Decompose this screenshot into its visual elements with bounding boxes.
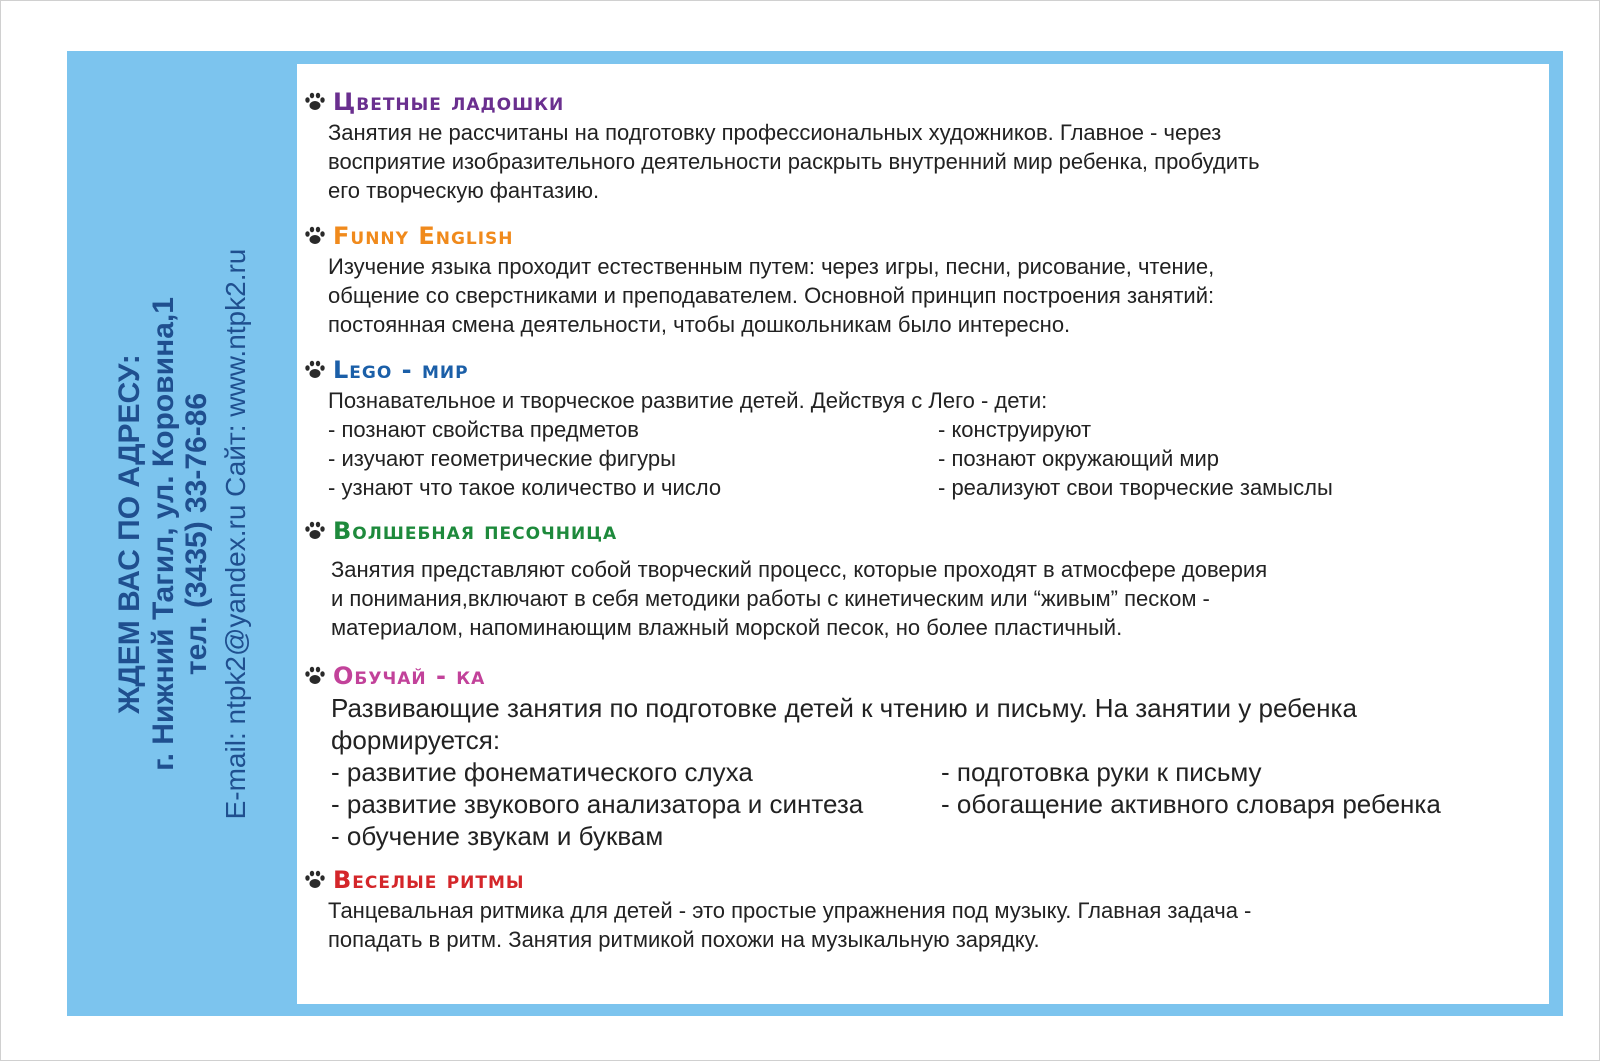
list-item: - обучение звукам и буквам [331, 821, 664, 851]
course-section [297, 86, 1547, 205]
course-title: Обучай - ка [333, 662, 486, 690]
course-title: Волшебная песочница [333, 517, 618, 545]
skills-list [328, 415, 1547, 502]
phone-number: тел. (3435) 33-76-86 [180, 392, 214, 676]
course-title: Lego - мир [333, 356, 469, 384]
course-header [297, 220, 1547, 252]
list-item: - узнают что такое количество и число [328, 475, 722, 500]
course-header [297, 864, 1547, 896]
course-title: Веселые ритмы [333, 866, 525, 894]
address-block [67, 84, 297, 984]
paw-print-icon [303, 868, 327, 892]
skills-list [331, 756, 1547, 852]
course-description: Танцевальная ритмика для детей - это простые упражнения под музыку. Главная задача - попадать в ритм. Занятия ритмикой похожи на музыкальную зарядку. [328, 898, 1252, 952]
course-description: Занятия не рассчитаны на подготовку профессиональных художников. Главное - через восприятие изобразительного деятельности раскрыть внутренний мир ребенка, пробудить его творческую фантазию. [328, 120, 1260, 203]
skills-column-right [938, 415, 1547, 502]
course-description: Познавательное и творческое развитие детей. Действуя с Лего - дети: [328, 388, 1048, 413]
course-description: Развивающие занятия по подготовке детей к чтению и письму. На занятии у ребенка формируется: [331, 693, 1357, 755]
course-section [297, 515, 1547, 642]
list-item: - обогащение активного словаря ребенка [941, 789, 1441, 819]
course-section [297, 864, 1547, 954]
skills-column-left [328, 415, 938, 502]
course-section [297, 220, 1547, 339]
list-item: - познают окружающий мир [938, 446, 1220, 471]
list-item: - реализуют свои творческие замыслы [938, 475, 1333, 500]
course-header [297, 86, 1547, 118]
paw-print-icon [303, 664, 327, 688]
list-item: - конструируют [938, 417, 1092, 442]
paw-print-icon [303, 224, 327, 248]
list-item: - изучают геометрические фигуры [328, 446, 676, 471]
street-address: г. Нижний Тагил, ул. Коровина,1 [146, 297, 180, 771]
course-section [297, 660, 1547, 852]
address-sidebar [67, 51, 297, 1016]
list-item: - развитие фонематического слуха [331, 757, 753, 787]
address-heading: ЖДЕМ ВАС ПО АДРЕСУ: [112, 354, 146, 714]
course-description: Занятия представляют собой творческий процесс, которые проходят в атмосфере доверия и понимания,включают в себя методики работы с кинетическим или “живым” песком - материалом, напоминающим влажный морской песок, но более пластичный. [331, 557, 1268, 640]
course-description: Изучение языка проходит естественным путем: через игры, песни, рисование, чтение, общение со сверстниками и преподавателем. Основной принцип построения занятий: постоянная смена деятельности, чтобы дошкольникам было интересно. [328, 254, 1215, 337]
list-item: - подготовка руки к письму [941, 757, 1262, 787]
email-and-website: E-mail: ntpk2@yandex.ru Сайт: www.ntpk2.ru [219, 248, 251, 820]
paw-print-icon [303, 90, 327, 114]
skills-column-left [331, 756, 941, 852]
course-title: Цветные ладошки [333, 88, 565, 116]
list-item: - развитие звукового анализатора и синтеза [331, 789, 864, 819]
course-title: Funny English [333, 222, 514, 250]
course-section [297, 354, 1547, 502]
paw-print-icon [303, 519, 327, 543]
list-item: - познают свойства предметов [328, 417, 639, 442]
course-header [297, 515, 1547, 547]
course-header [297, 354, 1547, 386]
course-header [297, 660, 1547, 692]
courses-panel [297, 64, 1549, 1004]
skills-column-right [941, 756, 1547, 852]
paw-print-icon [303, 358, 327, 382]
